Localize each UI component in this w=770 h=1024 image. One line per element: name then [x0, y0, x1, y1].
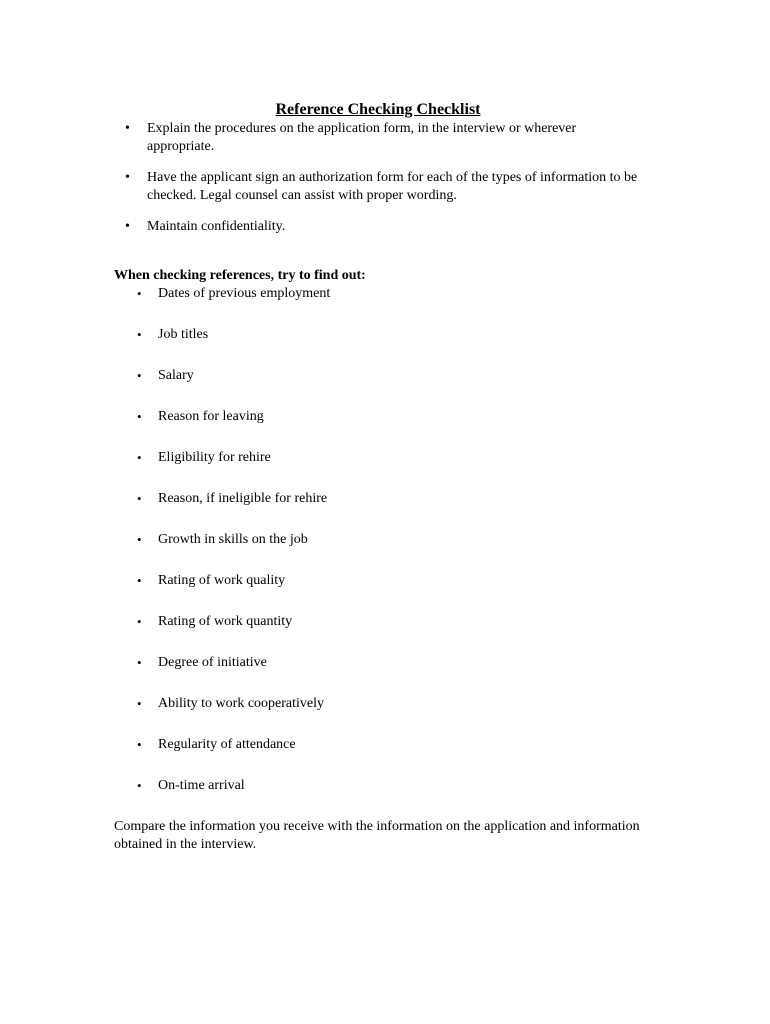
list-item-text: Explain the procedures on the application form, in the interview or wherever appropriate. — [147, 121, 577, 154]
list-item-text: Have the applicant sign an authorization form for each of the types of information to be checked. Legal counsel can assist with proper wording. — [147, 170, 638, 203]
checklist — [114, 285, 642, 795]
bullet-icon: • — [137, 491, 142, 506]
list-item-text: Salary — [158, 368, 194, 383]
bullet-icon: • — [137, 368, 142, 383]
closing-paragraph: Compare the information you receive with the information on the application and information obtained in the interview. — [114, 819, 640, 852]
bullet-icon: • — [137, 327, 142, 342]
bullet-icon: • — [137, 450, 142, 465]
list-item-text: On-time arrival — [158, 778, 245, 793]
list-item-text: Eligibility for rehire — [158, 450, 271, 465]
list-item — [114, 120, 642, 156]
list-item-text: Ability to work cooperatively — [158, 696, 325, 711]
bullet-icon: • — [137, 655, 142, 670]
list-item — [114, 777, 642, 795]
list-item-text: Reason for leaving — [158, 409, 264, 424]
list-item — [114, 695, 642, 713]
intro-bullet-list — [114, 120, 642, 236]
list-item-text: Maintain confidentiality. — [147, 219, 286, 234]
list-item-text: Regularity of attendance — [158, 737, 296, 752]
list-item-text: Growth in skills on the job — [158, 532, 308, 547]
list-item — [114, 736, 642, 754]
bullet-icon: • — [137, 286, 142, 301]
bullet-icon: • — [137, 696, 142, 711]
bullet-icon: • — [137, 778, 142, 793]
bullet-icon: • — [125, 170, 130, 185]
bullet-icon: • — [137, 614, 142, 629]
section-heading: When checking references, try to find out: — [114, 268, 366, 283]
list-item-text: Degree of initiative — [158, 655, 267, 670]
list-item-text: Job titles — [158, 327, 209, 342]
list-item — [114, 613, 642, 631]
list-item — [114, 218, 642, 236]
list-item — [114, 169, 642, 205]
bullet-icon: • — [137, 409, 142, 424]
list-item — [114, 449, 642, 467]
list-item — [114, 285, 642, 303]
bullet-icon: • — [137, 532, 142, 547]
list-item — [114, 408, 642, 426]
bullet-icon: • — [125, 121, 130, 136]
list-item — [114, 531, 642, 549]
list-item-text: Dates of previous employment — [158, 286, 331, 301]
list-item-text: Rating of work quantity — [158, 614, 293, 629]
bullet-icon: • — [125, 219, 130, 234]
bullet-icon: • — [137, 737, 142, 752]
list-item-text: Rating of work quality — [158, 573, 286, 588]
list-item — [114, 367, 642, 385]
list-item-text: Reason, if ineligible for rehire — [158, 491, 328, 506]
page-title: Reference Checking Checklist — [275, 101, 481, 118]
list-item — [114, 326, 642, 344]
list-item — [114, 654, 642, 672]
list-item — [114, 490, 642, 508]
list-item — [114, 572, 642, 590]
bullet-icon: • — [137, 573, 142, 588]
